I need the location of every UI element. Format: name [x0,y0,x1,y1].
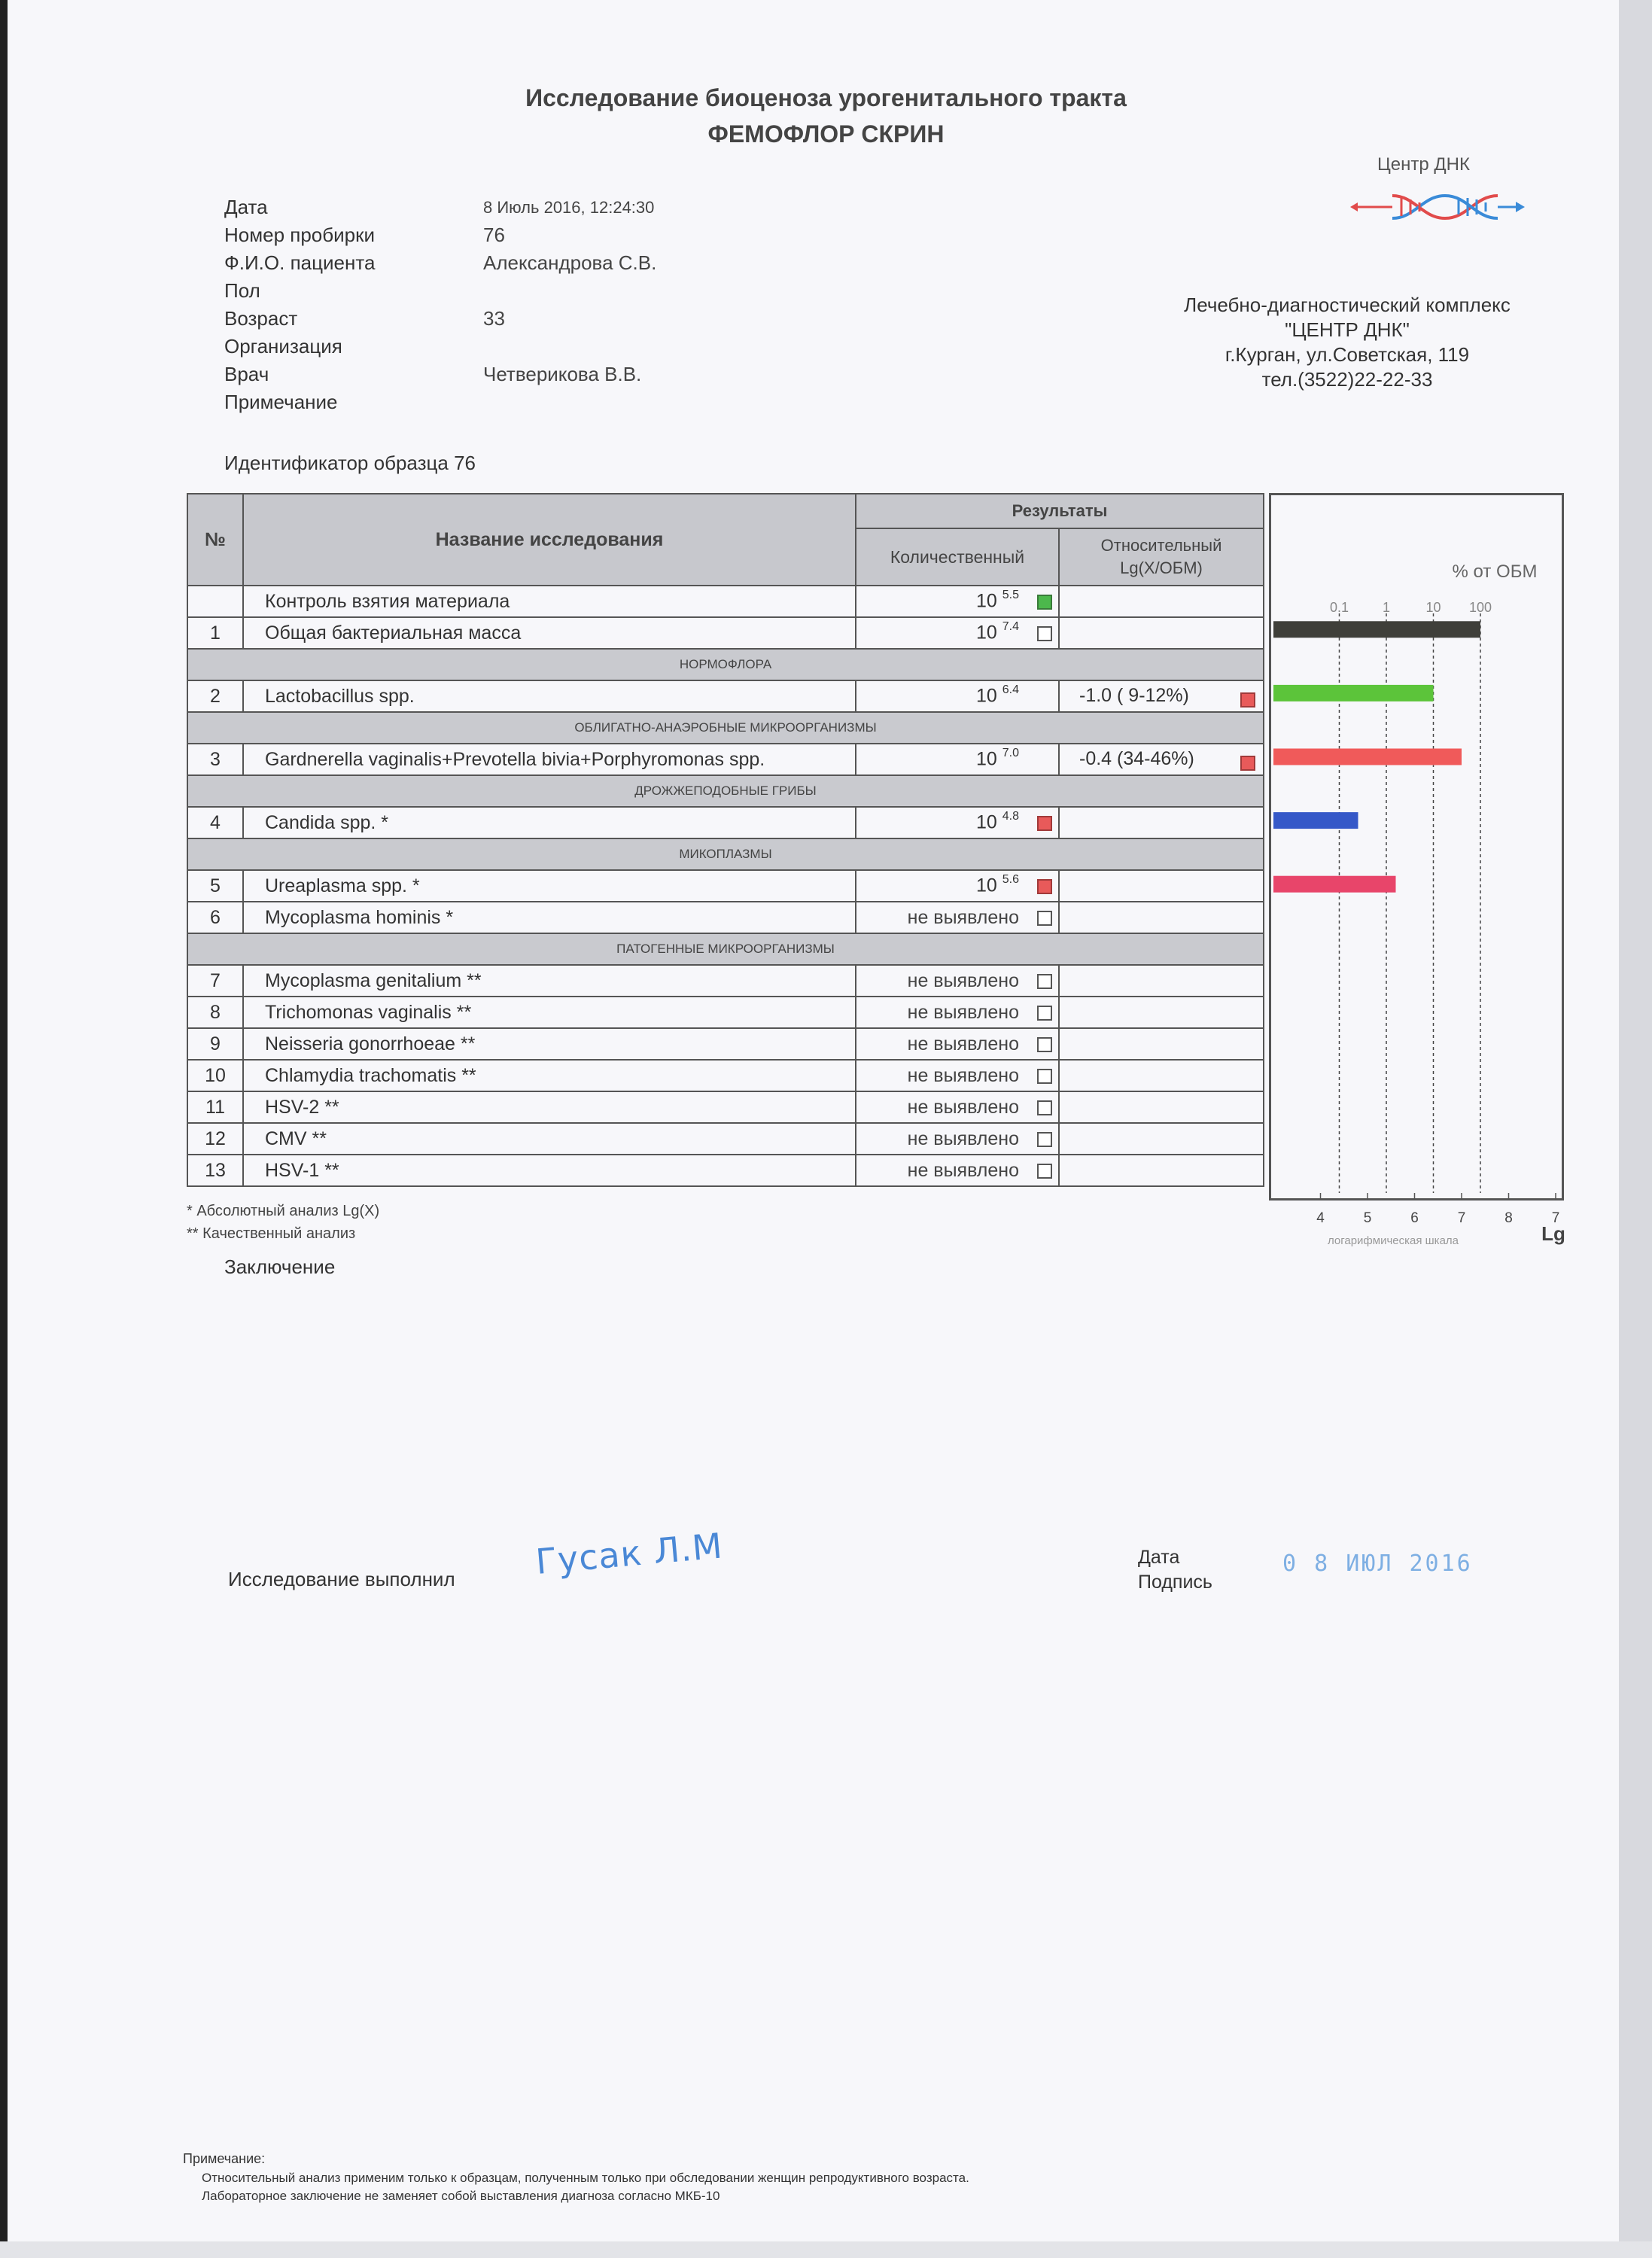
relative-cell [1059,1060,1264,1091]
col-name: Название исследования [243,494,856,586]
not-detected-text: не выявлено [907,969,1019,991]
doctor-value: Четверикова В.В. [483,363,642,385]
quantity-exponent: 6.4 [1002,683,1019,697]
clinic-line-2: "ЦЕНТР ДНК" [1285,318,1410,341]
bar-3 [1273,749,1462,765]
test-name-cell: Общая бактериальная масса [243,617,856,649]
logo-text: Центр ДНК [1377,154,1470,175]
axis-unit-label: Lg [1541,1222,1565,1245]
results-body [187,586,1264,1186]
age-value: 33 [483,307,505,330]
date-stamp: 0 8 ИЮЛ 2016 [1282,1550,1473,1577]
quantitative-cell [856,1091,1059,1123]
relative-cell [1059,586,1264,617]
relative-cell [1059,744,1264,775]
bottom-tick-label: 4 [1316,1210,1325,1226]
relative-cell [1059,902,1264,933]
relative-cell [1059,807,1264,838]
row-number: 6 [187,902,243,933]
date-value: 8 Июль 2016, 12:24:30 [483,198,655,217]
section-row [187,775,1264,807]
table-row [187,807,1264,838]
table-row [187,1123,1264,1155]
dna-center-logo [1347,154,1528,237]
not-detected-text: не выявлено [907,1127,1019,1149]
date-sign-label: Дата [1138,1547,1180,1568]
relative-cell [1059,997,1264,1028]
top-tick-label: 1 [1382,600,1391,615]
row-number: 8 [187,997,243,1028]
col-results: Результаты [856,494,1264,528]
test-name-cell: Mycoplasma genitalium ** [243,965,856,997]
section-label: ОБЛИГАТНО-АНАЭРОБНЫЕ МИКРООРГАНИЗМЫ [187,712,1264,744]
clinic-line-1: Лечебно-диагностический комплекс [1184,294,1511,316]
test-name-cell: CMV ** [243,1123,856,1155]
test-name-cell: Gardnerella vaginalis+Prevotella bivia+Porphyromonas spp. [243,744,856,775]
document-title: Исследование биоценоза урогенитального тракта [525,84,1127,111]
row-number: 13 [187,1155,243,1186]
row-number: 5 [187,870,243,902]
quantitative-cell [856,586,1059,617]
signature: Гусак Л.М [534,1525,725,1582]
date-label: Дата [224,196,268,218]
green-indicator-icon [1037,595,1052,610]
note-line-2: Лабораторное заключение не заменяет собой выставления диагноза согласно МКБ-10 [202,2189,720,2203]
bottom-tick-label: 7 [1457,1210,1466,1226]
quantitative-cell [856,1028,1059,1060]
top-tick-label: 0.1 [1329,600,1349,615]
top-tick-label: 10 [1425,600,1441,615]
empty-indicator-icon [1037,1132,1052,1147]
signature-label: Подпись [1138,1572,1212,1593]
red-indicator-icon [1240,756,1255,771]
empty-indicator-icon [1037,911,1052,926]
bottom-tick-label: 5 [1363,1210,1372,1226]
bottom-tick-label: 7 [1551,1210,1560,1226]
quantitative-cell [856,997,1059,1028]
table-row [187,1028,1264,1060]
table-row [187,617,1264,649]
table-row [187,680,1264,712]
col-relative: Относительный Lg(X/ОБМ) [1059,528,1264,586]
quantitative-cell [856,807,1059,838]
row-number: 4 [187,807,243,838]
organization-label: Организация [224,335,342,358]
empty-indicator-icon [1037,1069,1052,1084]
table-row [187,1155,1264,1186]
table-row [187,586,1264,617]
row-number [187,586,243,617]
bar-4 [1273,812,1358,829]
red-indicator-icon [1240,692,1255,708]
note-line-1: Относительный анализ применим только к образцам, полученным только при обследовании женщин репродуктивного возраста. [202,2171,969,2185]
clinic-address: г.Курган, ул.Советская, 119 [1225,343,1470,366]
test-name-cell: Neisseria gonorrhoeae ** [243,1028,856,1060]
relative-value: -0.4 (34-46%) [1079,748,1194,769]
quantitative-cell [856,1155,1059,1186]
red-indicator-icon [1037,879,1052,894]
section-row [187,838,1264,870]
section-row [187,933,1264,965]
empty-indicator-icon [1037,1037,1052,1052]
bar-1 [1273,621,1480,638]
relative-cell [1059,1123,1264,1155]
bottom-axis-caption: логарифмическая шкала [1327,1234,1459,1247]
quantitative-cell [856,1123,1059,1155]
section-label: МИКОПЛАЗМЫ [187,838,1264,870]
bar-2 [1273,685,1434,701]
not-detected-text: не выявлено [907,1033,1019,1054]
quantity-exponent: 5.6 [1002,873,1019,887]
quantity-exponent: 4.8 [1002,810,1019,823]
sex-label: Пол [224,279,260,302]
bar-5 [1273,876,1396,893]
quantitative-cell [856,965,1059,997]
table-row [187,965,1264,997]
relative-cell [1059,680,1264,712]
bottom-tick-label: 6 [1410,1210,1419,1226]
log-scale-chart [1269,493,1570,1268]
not-detected-text: не выявлено [907,1096,1019,1118]
row-number: 2 [187,680,243,712]
top-axis-title: % от ОБМ [1452,561,1538,582]
test-name-cell: Контроль взятия материала [243,586,856,617]
section-label: ДРОЖЖЕПОДОБНЫЕ ГРИБЫ [187,775,1264,807]
quantitative-cell [856,744,1059,775]
remark-label: Примечание [224,391,338,413]
results-table [187,493,1264,1187]
test-name-cell: Ureaplasma spp. * [243,870,856,902]
empty-indicator-icon [1037,1164,1052,1179]
test-name-cell: Mycoplasma hominis * [243,902,856,933]
quantitative-cell [856,617,1059,649]
quantitative-cell [856,680,1059,712]
footnote-absolute: * Абсолютный анализ Lg(X) [187,1203,380,1219]
sample-id: Идентификатор образца 76 [224,452,476,474]
red-indicator-icon [1037,816,1052,831]
quantity-mantissa: 10 [975,622,997,644]
not-detected-text: не выявлено [907,1159,1019,1181]
section-label: НОРМОФЛОРА [187,649,1264,680]
patient-name-value: Александрова С.В. [483,251,657,274]
test-name-cell: Lactobacillus spp. [243,680,856,712]
not-detected-text: не выявлено [907,906,1019,928]
quantity-mantissa: 10 [975,748,997,770]
section-row [187,649,1264,680]
row-number: 10 [187,1060,243,1091]
section-row [187,712,1264,744]
relative-cell [1059,1155,1264,1186]
empty-indicator-icon [1037,1006,1052,1021]
relative-cell [1059,870,1264,902]
doctor-label: Врач [224,363,269,385]
quantity-exponent: 7.0 [1002,747,1019,760]
quantitative-cell [856,1060,1059,1091]
not-detected-text: не выявлено [907,1001,1019,1023]
quantitative-cell [856,902,1059,933]
row-number: 9 [187,1028,243,1060]
not-detected-text: не выявлено [907,1064,1019,1086]
quantity-exponent: 7.4 [1002,620,1019,634]
table-row [187,744,1264,775]
relative-cell [1059,965,1264,997]
row-number: 11 [187,1091,243,1123]
table-row [187,1060,1264,1091]
bottom-tick-label: 8 [1504,1210,1513,1226]
quantitative-cell [856,870,1059,902]
test-name: ФЕМОФЛОР СКРИН [707,120,945,148]
top-tick-label: 100 [1468,600,1492,615]
conclusion-label: Заключение [224,1255,336,1278]
table-row [187,997,1264,1028]
clinic-phone: тел.(3522)22-22-33 [1261,368,1433,391]
relative-value: -1.0 ( 9-12%) [1079,685,1189,706]
empty-indicator-icon [1037,974,1052,989]
test-name-cell: Chlamydia trachomatis ** [243,1060,856,1091]
footnote-qualitative: ** Качественный анализ [187,1225,356,1242]
tube-number-label: Номер пробирки [224,224,376,246]
test-name-cell: Trichomonas vaginalis ** [243,997,856,1028]
table-row [187,902,1264,933]
quantity-mantissa: 10 [975,685,997,707]
col-quantitative: Количественный [856,528,1059,586]
relative-cell [1059,617,1264,649]
row-number: 7 [187,965,243,997]
note-title: Примечание: [183,2151,266,2166]
quantity-exponent: 5.5 [1002,589,1019,602]
table-row [187,870,1264,902]
test-name-cell: HSV-2 ** [243,1091,856,1123]
relative-cell [1059,1028,1264,1060]
performed-by-label: Исследование выполнил [228,1568,455,1590]
empty-indicator-icon [1037,626,1052,641]
age-label: Возраст [224,307,298,330]
row-number: 3 [187,744,243,775]
tube-number-value: 76 [483,224,505,246]
patient-name-label: Ф.И.О. пациента [224,251,376,274]
relative-cell [1059,1091,1264,1123]
quantity-mantissa: 10 [975,875,997,896]
row-number: 12 [187,1123,243,1155]
empty-indicator-icon [1037,1100,1052,1115]
quantity-mantissa: 10 [975,811,997,833]
section-label: ПАТОГЕННЫЕ МИКРООРГАНИЗМЫ [187,933,1264,965]
test-name-cell: Candida spp. * [243,807,856,838]
quantity-mantissa: 10 [975,590,997,612]
col-num: № [187,494,243,586]
row-number: 1 [187,617,243,649]
table-row [187,1091,1264,1123]
test-name-cell: HSV-1 ** [243,1155,856,1186]
